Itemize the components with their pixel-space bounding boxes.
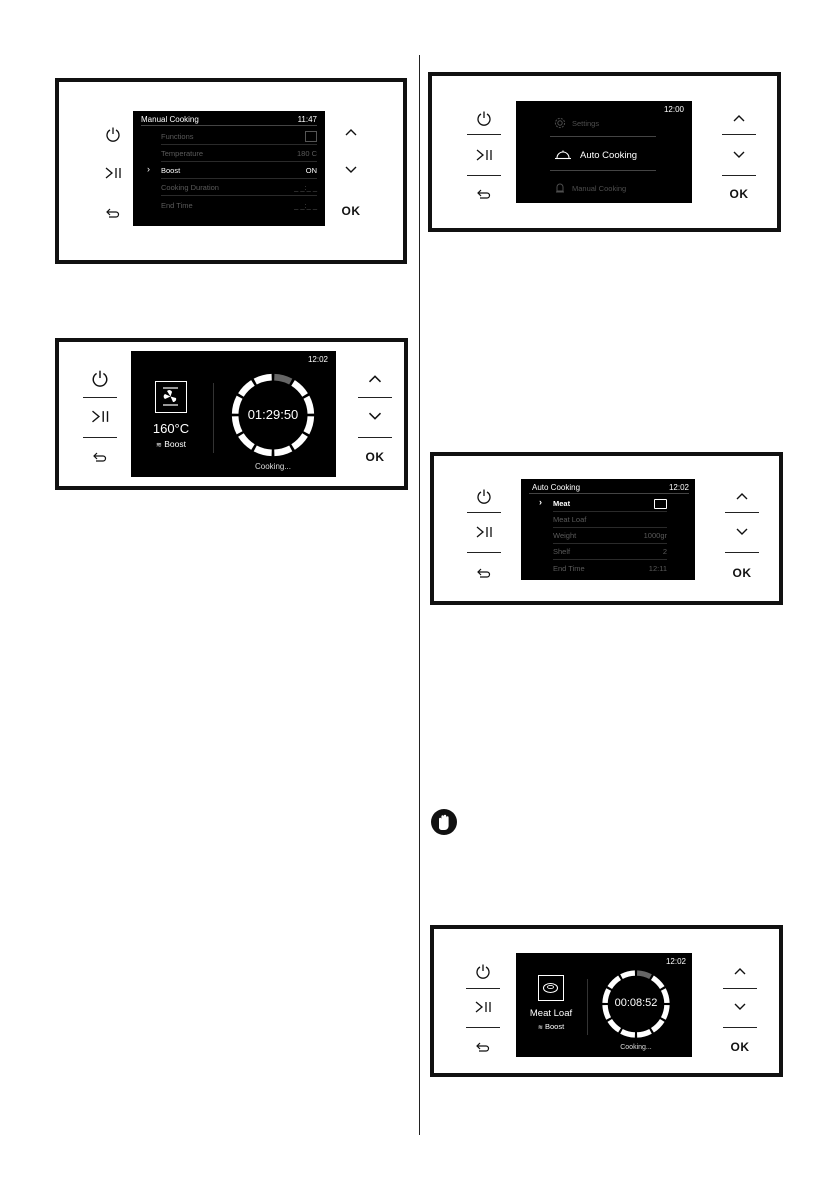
display-screen bbox=[521, 479, 695, 580]
chevron-down-icon bbox=[732, 150, 746, 160]
ok-button[interactable]: OK bbox=[729, 187, 749, 201]
chevron-up-icon bbox=[735, 491, 749, 501]
progress-ring-segment bbox=[637, 973, 650, 977]
button-divider bbox=[83, 397, 117, 398]
clock: 11:47 bbox=[297, 115, 317, 124]
start-pause-button[interactable] bbox=[89, 159, 137, 187]
menu-item-settings[interactable]: Settings bbox=[554, 116, 599, 130]
chevron-up-icon bbox=[732, 113, 746, 123]
play-pause-icon bbox=[103, 166, 123, 180]
panel-cooking-auto bbox=[430, 925, 783, 1077]
timer-readout: 01:29:50 bbox=[247, 407, 299, 422]
clock: 12:02 bbox=[665, 957, 686, 966]
auto-row-weight[interactable]: Weight 1000gr bbox=[553, 528, 667, 544]
back-button[interactable] bbox=[89, 199, 137, 227]
auto-row-meat[interactable]: › Meat bbox=[553, 496, 667, 512]
up-button[interactable] bbox=[351, 364, 399, 392]
menu-row-end-time[interactable]: End Time _ _:_ _ bbox=[161, 200, 317, 210]
start-pause-button[interactable] bbox=[459, 993, 507, 1021]
panel-manual-cooking-menu bbox=[55, 78, 407, 264]
power-button[interactable] bbox=[460, 104, 508, 132]
gear-icon bbox=[554, 117, 566, 129]
start-pause-button[interactable] bbox=[460, 518, 508, 546]
functions-icon bbox=[305, 131, 317, 142]
back-button[interactable] bbox=[76, 443, 124, 471]
boost-indicator: ≋ Boost bbox=[537, 1022, 565, 1031]
meat-program-icon bbox=[538, 975, 564, 1001]
up-button[interactable] bbox=[327, 118, 375, 146]
menu-title: Auto Cooking bbox=[532, 483, 581, 492]
button-divider bbox=[467, 552, 501, 553]
chevron-up-icon bbox=[344, 127, 358, 137]
back-arrow-icon bbox=[92, 451, 108, 463]
progress-ring-segment bbox=[621, 1031, 634, 1035]
progress-ring-segment bbox=[293, 383, 305, 395]
progress-ring-segment bbox=[293, 435, 305, 447]
power-button[interactable] bbox=[76, 364, 124, 392]
power-button[interactable] bbox=[89, 120, 137, 148]
ok-button[interactable]: OK bbox=[341, 204, 361, 218]
dome-icon bbox=[554, 149, 572, 161]
menu-row-boost[interactable]: › Boost ON bbox=[161, 163, 317, 179]
play-pause-icon bbox=[474, 525, 494, 539]
button-divider bbox=[722, 134, 756, 135]
page-divider bbox=[419, 55, 420, 1135]
power-icon bbox=[91, 369, 109, 387]
button-divider bbox=[466, 1027, 500, 1028]
back-arrow-icon bbox=[475, 1041, 491, 1053]
display-screen bbox=[516, 101, 692, 203]
down-button[interactable] bbox=[351, 402, 399, 430]
display-screen bbox=[516, 953, 692, 1057]
back-button[interactable] bbox=[460, 559, 508, 587]
power-icon bbox=[105, 126, 121, 142]
clock: 12:02 bbox=[307, 355, 328, 364]
menu-item-auto-cooking[interactable]: Auto Cooking bbox=[554, 147, 637, 163]
progress-ring-segment bbox=[610, 978, 620, 988]
play-pause-icon bbox=[473, 1000, 493, 1014]
progress-ring-segment bbox=[274, 377, 290, 381]
progress-ring-segment bbox=[610, 1020, 620, 1030]
menu-title: Manual Cooking bbox=[141, 115, 199, 124]
up-button[interactable] bbox=[716, 957, 764, 985]
progress-ring-segment bbox=[652, 978, 662, 988]
up-button[interactable] bbox=[715, 104, 763, 132]
button-divider bbox=[723, 1027, 757, 1028]
progress-ring-segment bbox=[241, 383, 253, 395]
ok-button[interactable]: OK bbox=[730, 1040, 750, 1054]
clock: 12:00 bbox=[663, 105, 684, 114]
power-button[interactable] bbox=[459, 957, 507, 985]
screen-separator bbox=[587, 979, 588, 1035]
boost-indicator: ≋ Boost bbox=[156, 439, 186, 449]
back-arrow-icon bbox=[476, 188, 492, 200]
button-divider bbox=[467, 134, 501, 135]
chevron-right-icon: › bbox=[539, 497, 542, 507]
boost-icon: ≋ bbox=[537, 1025, 543, 1031]
down-button[interactable] bbox=[327, 156, 375, 184]
button-divider bbox=[467, 512, 501, 513]
program-name: Meat Loaf bbox=[529, 1008, 573, 1019]
clock: 12:02 bbox=[668, 483, 689, 492]
button-divider bbox=[722, 175, 756, 176]
chevron-right-icon: › bbox=[147, 164, 150, 174]
display-screen bbox=[131, 351, 336, 477]
progress-ring-segment bbox=[255, 448, 271, 452]
menu-row-temperature[interactable]: Temperature 180 C bbox=[161, 146, 317, 162]
back-arrow-icon bbox=[476, 567, 492, 579]
power-icon bbox=[476, 110, 492, 126]
temperature-readout: 160°C bbox=[152, 421, 190, 436]
down-button[interactable] bbox=[715, 141, 763, 169]
fan-function-icon bbox=[155, 381, 187, 413]
progress-ring-segment bbox=[241, 435, 253, 447]
bell-icon bbox=[554, 182, 566, 194]
chevron-down-icon bbox=[733, 1002, 747, 1012]
start-pause-button[interactable] bbox=[76, 402, 124, 430]
steak-icon bbox=[654, 499, 667, 509]
play-pause-icon bbox=[89, 409, 111, 424]
button-divider bbox=[723, 988, 757, 989]
chevron-down-icon bbox=[367, 411, 383, 422]
down-button[interactable] bbox=[718, 518, 766, 546]
screen-separator bbox=[213, 383, 214, 453]
power-icon bbox=[475, 963, 491, 979]
chevron-down-icon bbox=[344, 165, 358, 175]
button-divider bbox=[725, 512, 759, 513]
progress-ring-segment bbox=[637, 1031, 650, 1035]
menu-row-functions[interactable]: Functions bbox=[161, 129, 317, 145]
start-pause-button[interactable] bbox=[460, 141, 508, 169]
button-divider bbox=[725, 552, 759, 553]
progress-ring-segment bbox=[652, 1020, 662, 1030]
play-pause-icon bbox=[474, 148, 494, 162]
power-button[interactable] bbox=[460, 482, 508, 510]
ok-button[interactable]: OK bbox=[365, 450, 385, 464]
chevron-up-icon bbox=[733, 966, 747, 976]
back-button[interactable] bbox=[459, 1033, 507, 1061]
button-divider bbox=[467, 175, 501, 176]
button-divider bbox=[358, 437, 392, 438]
progress-ring-segment bbox=[621, 973, 634, 977]
progress-ring-segment bbox=[255, 377, 271, 381]
panel-auto-cooking-menu bbox=[430, 452, 783, 605]
down-button[interactable] bbox=[716, 993, 764, 1021]
button-divider bbox=[466, 988, 500, 989]
boost-icon: ≋ bbox=[156, 442, 162, 449]
button-divider bbox=[83, 437, 117, 438]
display-screen bbox=[133, 111, 325, 226]
chevron-up-icon bbox=[367, 373, 383, 384]
power-icon bbox=[476, 488, 492, 504]
back-arrow-icon bbox=[105, 207, 121, 219]
menu-row-cooking-duration[interactable]: Cooking Duration _ _:_ _ bbox=[161, 180, 317, 196]
auto-row-end-time[interactable]: End Time 12:11 bbox=[553, 563, 667, 573]
cooking-status: Cooking... bbox=[254, 462, 292, 471]
up-button[interactable] bbox=[718, 482, 766, 510]
progress-ring-segment bbox=[274, 448, 290, 452]
ok-button[interactable]: OK bbox=[732, 566, 752, 580]
back-button[interactable] bbox=[460, 180, 508, 208]
chevron-down-icon bbox=[735, 527, 749, 537]
button-divider bbox=[358, 397, 392, 398]
menu-item-manual-cooking[interactable]: Manual Cooking bbox=[554, 181, 626, 195]
auto-row-shelf[interactable]: Shelf 2 bbox=[553, 544, 667, 560]
panel-cooking-manual bbox=[55, 338, 408, 490]
cooking-status: Cooking... bbox=[620, 1044, 652, 1051]
warning-hand-icon bbox=[430, 808, 458, 836]
panel-main-menu bbox=[428, 72, 781, 232]
timer-readout: 00:08:52 bbox=[614, 997, 658, 1009]
auto-row-meat-loaf[interactable]: Meat Loaf bbox=[553, 512, 667, 528]
